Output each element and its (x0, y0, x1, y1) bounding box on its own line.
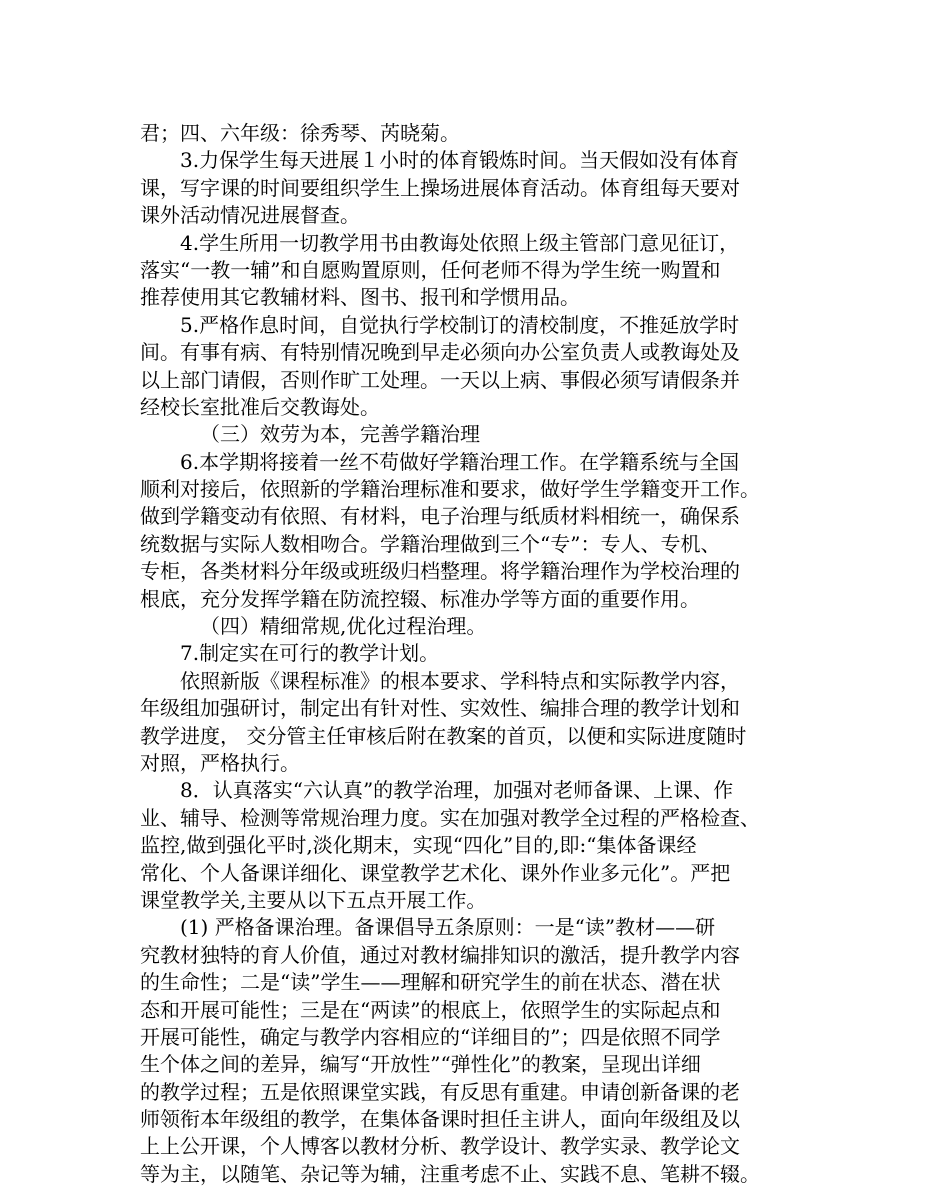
text-line: (1) 严格备课治理。备课倡导五条原则：一是“读”教材——研 (180, 915, 716, 940)
text-line: 做到学籍变动有依照、有材料，电子治理与纸质材料相统一，确保系 (140, 504, 740, 529)
text-line: 根底，充分发挥学籍在防流控辍、标准办学等方面的重要作用。 (140, 586, 700, 611)
paragraph (140, 421, 830, 448)
paragraph (140, 312, 830, 422)
text-line: 落实“一教一辅”和自愿购置原则，任何老师不得为学生统一购置和 (140, 257, 721, 282)
text-line: 顺利对接后，依照新的学籍治理标准和要求，做好学生学籍变开工作。 (140, 477, 760, 502)
text-line: 专柜，各类材料分年级或班级归档整理。将学籍治理作为学校治理的 (140, 559, 740, 584)
paragraph (140, 668, 830, 778)
text-line: 5.严格作息时间，自觉执行学校制订的清校制度，不推延放学时 (180, 312, 740, 337)
text-line: 依照新版《课程标准》的根本要求、学科特点和实际教学内容， (180, 668, 740, 693)
text-line: 对照，严格执行。 (140, 750, 300, 775)
text-line: 课，写字课的时间要组织学生上操场进展体育活动。体育组每天要对 (140, 175, 740, 200)
text-line: 推荐使用其它教辅材料、图书、报刊和学惯用品。 (140, 285, 580, 310)
text-line: 态和开展可能性；三是在“两读”的根底上，依照学生的实际起点和 (140, 997, 721, 1022)
paragraph (140, 120, 830, 147)
text-line: 8．认真落实“六认真”的教学治理，加强对老师备课、上课、作 (180, 778, 734, 803)
text-line: 业、辅导、检测等常规治理力度。实在加强对教学全过程的严格检查、 (140, 805, 760, 830)
text-line: 3.力保学生每天进展１小时的体育锻炼时间。当天假如没有体育 (180, 148, 740, 173)
paragraph (140, 613, 830, 640)
paragraph (140, 147, 830, 229)
text-line: 课堂教学关,主要从以下五点开展工作。 (140, 887, 487, 912)
text-line: 生个体之间的差异，编写“开放性”“弹性化”的教案，呈现出详细 (140, 1052, 701, 1077)
text-line: 监控,做到强化平时,淡化期末，实现“四化”目的,即:“集体备课经 (140, 833, 697, 858)
text-line: 上上公开课，个人博客以教材分析、教学设计、教学实录、教学论文 (140, 1134, 740, 1159)
paragraph (140, 914, 830, 1188)
text-line: 的教学过程；五是依照课堂实践，有反思有重建。申请创新备课的老 (140, 1079, 740, 1104)
document-page (140, 120, 830, 1188)
text-line: 教学进度， 交分管主任审核后附在教案的首页，以便和实际进度随时 (140, 723, 747, 748)
text-line: 经校长室批准后交教诲处。 (140, 394, 380, 419)
paragraph (140, 777, 830, 914)
text-line: 4.学生所用一切教学用书由教诲处依照上级主管部门意见征订， (180, 230, 740, 255)
text-line: （三）效劳为本，完善学籍治理 (200, 422, 480, 447)
paragraph (140, 640, 830, 667)
text-line: 的生命性；二是“读”学生——理解和研究学生的前在状态、潜在状 (140, 970, 721, 995)
paragraph (140, 449, 830, 613)
text-line: 等为主，以随笔、杂记等为辅，注重考虑不止、实践不息、笔耕不辍。 (140, 1161, 760, 1186)
text-line: （四）精细常规,优化过程治理。 (200, 614, 487, 639)
text-line: 常化、个人备课详细化、课堂教学艺术化、课外作业多元化”。严把 (140, 860, 731, 885)
text-line: 年级组加强研讨，制定出有针对性、实效性、编排合理的教学计划和 (140, 696, 740, 721)
text-line: 课外活动情况进展督查。 (140, 203, 360, 228)
text-line: 统数据与实际人数相吻合。学籍治理做到三个“专”：专人、专机、 (140, 531, 721, 556)
text-line: 以上部门请假，否则作旷工处理。一天以上病、事假必须写请假条并 (140, 367, 740, 392)
text-line: 间。有事有病、有特别情况晚到早走必须向办公室负责人或教诲处及 (140, 340, 740, 365)
text-line: 7.制定实在可行的教学计划。 (180, 641, 440, 666)
text-line: 君；四、六年级：徐秀琴、芮晓菊。 (140, 121, 460, 145)
text-line: 开展可能性，确定与教学内容相应的“详细目的”；四是依照不同学 (140, 1024, 721, 1049)
text-line: 师领衔本年级组的教学，在集体备课时担任主讲人，面向年级组及以 (140, 1107, 740, 1132)
text-line: 6.本学期将接着一丝不苟做好学籍治理工作。在学籍系统与全国 (180, 449, 740, 474)
text-line: 究教材独特的育人价值，通过对教材编排知识的激活，提升教学内容 (140, 942, 740, 967)
paragraph (140, 230, 830, 312)
